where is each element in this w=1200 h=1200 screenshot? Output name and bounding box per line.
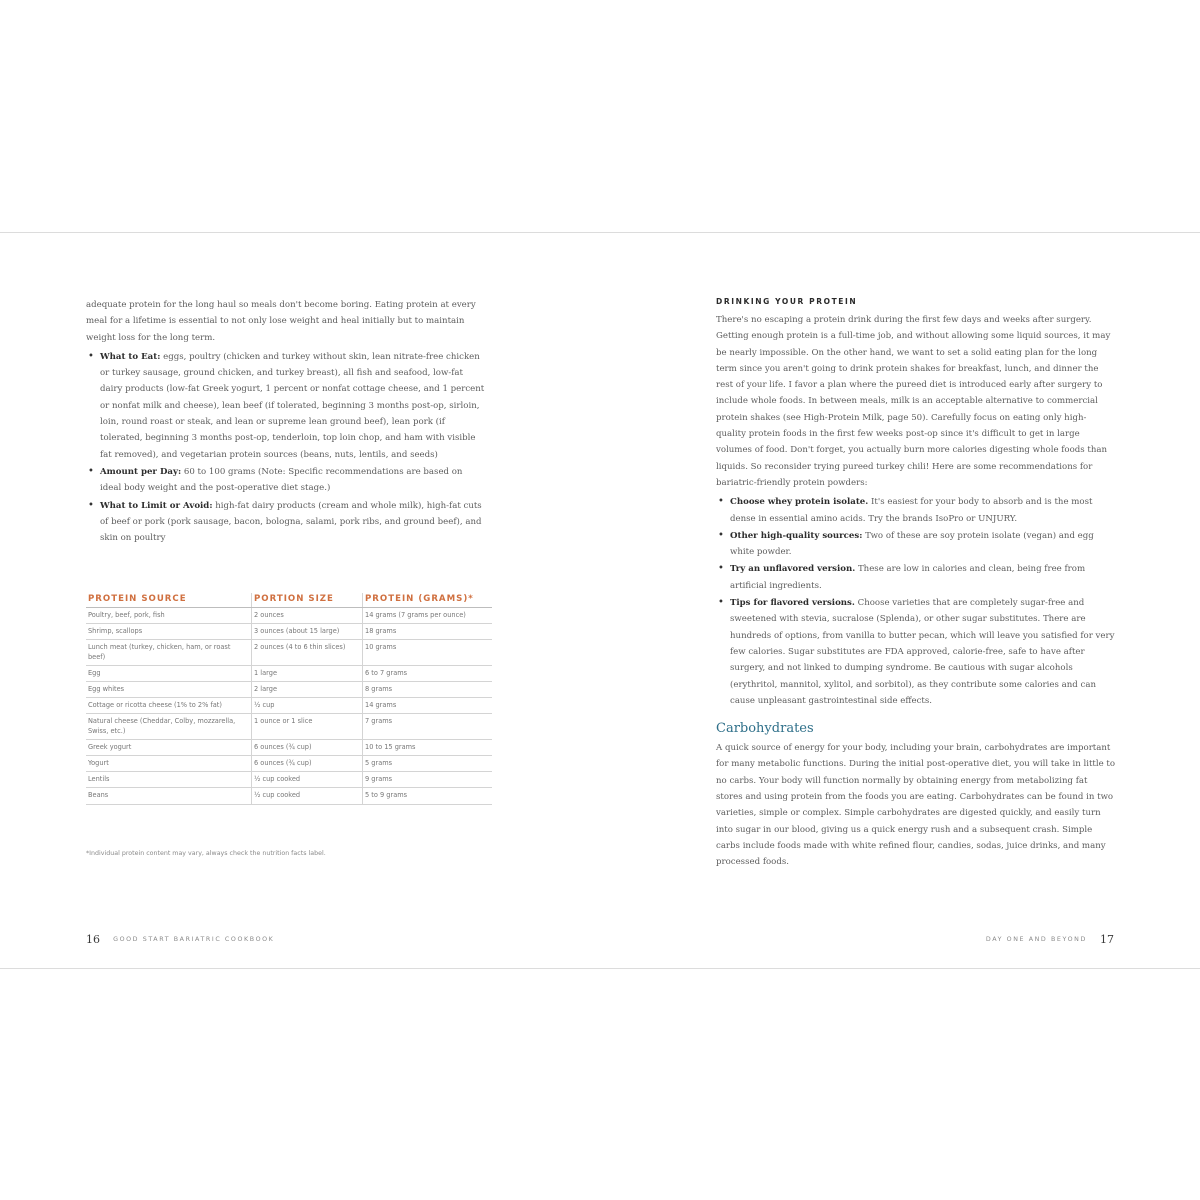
table-row [86, 714, 492, 739]
header-portion-size: PORTION SIZE [252, 593, 363, 608]
list-item-lead: What to Limit or Avoid: [100, 500, 213, 511]
cell-source: Lentils [86, 772, 252, 788]
cell-source: Yogurt [86, 756, 252, 772]
left-page [0, 233, 600, 968]
table-row [86, 640, 492, 665]
protein-table-body [86, 608, 492, 805]
cell-portion: 1 large [252, 665, 363, 681]
cell-protein: 14 grams (7 grams per ounce) [363, 608, 493, 624]
table-row [86, 772, 492, 788]
cell-protein: 10 to 15 grams [363, 739, 493, 755]
cell-portion: 6 ounces (¾ cup) [252, 739, 363, 755]
list-item [716, 561, 1116, 594]
cell-portion: ½ cup [252, 698, 363, 714]
cell-portion: ½ cup cooked [252, 788, 363, 804]
cell-protein: 18 grams [363, 624, 493, 640]
table-footnote: *Individual protein content may vary, always check the nutrition facts label. [86, 850, 326, 857]
header-protein-source: PROTEIN SOURCE [86, 593, 252, 608]
protein-powder-tips-list [716, 494, 1116, 709]
list-item [86, 498, 486, 547]
list-item-lead: Choose whey protein isolate. [730, 497, 869, 508]
list-item-lead: Other high-quality sources: [730, 530, 863, 541]
list-item-lead: Try an unflavored version. [730, 564, 856, 575]
cell-source: Natural cheese (Cheddar, Colby, mozzarella, Swiss, etc.) [86, 714, 252, 739]
list-item-text: Two of these are soy protein isolate (vegan) and egg white powder. [730, 530, 1094, 558]
page-number: 17 [1100, 933, 1114, 946]
cell-portion: ½ cup cooked [252, 772, 363, 788]
protein-table [86, 593, 492, 805]
right-folio [978, 929, 1114, 948]
list-item [716, 528, 1116, 561]
cell-protein: 7 grams [363, 714, 493, 739]
list-item [716, 595, 1116, 709]
intro-paragraph: adequate protein for the long haul so meals don't become boring. Eating protein at every meal for a lifetime is essential to not only lose weight and heal initially but to maintain weight loss for the long term. [86, 300, 476, 343]
cell-source: Egg whites [86, 682, 252, 698]
list-item-lead: Tips for flavored versions. [730, 598, 855, 609]
left-text-column [86, 297, 486, 547]
cell-source: Beans [86, 788, 252, 804]
cell-source: Poultry, beef, pork, fish [86, 608, 252, 624]
list-item-text: 60 to 100 grams (Note: Specific recommendations are based on ideal body weight and the post-operative diet stage.) [100, 466, 463, 494]
page-number: 16 [86, 933, 100, 946]
cell-protein: 5 grams [363, 756, 493, 772]
running-head: DAY ONE AND BEYOND [985, 936, 1087, 943]
cell-source: Cottage or ricotta cheese (1% to 2% fat) [86, 698, 252, 714]
table-row [86, 739, 492, 755]
cell-protein: 5 to 9 grams [363, 788, 493, 804]
carbohydrates-heading: Carbohydrates [716, 721, 814, 737]
cell-source: Egg [86, 665, 252, 681]
carbohydrates-paragraph: A quick source of energy for your body, including your brain, carbohydrates are important for many metabolic functions. During the initial post-operative diet, you will take in little to no carbs. Your body will function normally by obtaining energy from metabolizing fat stores and using protein from the foods you are eating. Carbohydrates can be found in two varieties, simple or complex. Simple carbohydrates are digested quickly, and easily turn into sugar in our blood, giving us a quick energy rush and a subsequent crash. Simple carbs include foods made with white refined flour, candies, sodas, juice drinks, and many processed foods. [716, 743, 1116, 868]
cell-protein: 6 to 7 grams [363, 665, 493, 681]
table-row [86, 665, 492, 681]
cell-portion: 2 ounces [252, 608, 363, 624]
cell-source: Lunch meat (turkey, chicken, ham, or roast beef) [86, 640, 252, 665]
list-item-text: It's easiest for your body to absorb and is the most dense in essential amino acids. Try the brands IsoPro or UNJURY. [730, 497, 1093, 524]
book-spread [0, 232, 1200, 969]
cell-source: Greek yogurt [86, 739, 252, 755]
running-head: GOOD START BARIATRIC COOKBOOK [113, 936, 275, 943]
right-text-column [716, 297, 1116, 871]
list-item-text: These are low in calories and clean, being free from artificial ingredients. [730, 564, 1086, 591]
list-item-text: Choose varieties that are completely sugar-free and sweetened with stevia, sucralose (Splenda), or other sugar substitutes. There are hundreds of options, from vanilla to butter pecan, which will leave you satisfied for very few calories. Sugar substitutes are FDA approved, calorie-free, safe to have after surgery, and not linked to dumping syndrome. Be cautious with sugar alcohols (erythritol, mannitol, xylitol, and sorbitol), as they contribute some calories and can cause unpleasant gastrointestinal side effects. [730, 598, 1115, 706]
table-row [86, 624, 492, 640]
list-item [86, 349, 486, 463]
table-row [86, 682, 492, 698]
cell-portion: 2 large [252, 682, 363, 698]
cell-source: Shrimp, scallops [86, 624, 252, 640]
right-page [600, 233, 1200, 968]
cell-protein: 10 grams [363, 640, 493, 665]
list-item [86, 464, 486, 497]
table-row [86, 788, 492, 804]
section-eyebrow: DRINKING YOUR PROTEIN [716, 297, 858, 306]
header-protein-grams: PROTEIN (GRAMS)* [363, 593, 493, 608]
list-item-text: eggs, poultry (chicken and turkey without skin, lean nitrate-free chicken or turkey sausage, ground chicken, and turkey breast), all fish and seafood, low-fat dairy products (low-fat Greek yogurt, 1 percent or nonfat cottage cheese, and 1 percent or nonfat milk and cheese), lean beef (if tolerated, beginning 3 months post-op, sirloin, loin, round roast or steak, and lean or supreme lean ground beef), lean pork (if tolerated, beginning 3 months post-op, tenderloin, top loin chop, and ham with visible fat removed), and vegetarian protein sources (beans, nuts, lentils, and seeds) [100, 351, 485, 460]
table-header-row [86, 593, 492, 608]
cell-protein: 14 grams [363, 698, 493, 714]
list-item-lead: Amount per Day: [100, 466, 182, 477]
list-item-text: high-fat dairy products (cream and whole milk), high-fat cuts of beef or pork (pork sausage, bacon, bologna, salami, pork ribs, and ground beef), and skin on poultry [100, 500, 482, 544]
protein-guidelines-list [86, 349, 486, 547]
cell-protein: 8 grams [363, 682, 493, 698]
list-item-lead: What to Eat: [100, 351, 161, 362]
table-row [86, 756, 492, 772]
cell-portion: 3 ounces (about 15 large) [252, 624, 363, 640]
table-row [86, 608, 492, 624]
protein-drink-paragraph: There's no escaping a protein drink during the first few days and weeks after surgery. Getting enough protein is a full-time job, and without allowing some liquid sources, it may be nearly impossible. On the other hand, we want to set a solid eating plan for the long term since you aren't going to drink protein shakes for breakfast, lunch, and dinner the rest of your life. I favor a plan where the pureed diet is introduced early after surgery to include whole foods. In between meals, milk is an acceptable alternative to commercial protein shakes (see High-Protein Milk, page 50). Carefully focus on eating only high-quality protein foods in the first few weeks post-op since it's difficult to get in large volumes of food. Don't forget, you actually burn more calories digesting whole foods than liquids. So reconsider trying pureed turkey chili! Here are some recommendations for bariatric-friendly protein powders: [716, 315, 1111, 488]
cell-portion: 1 ounce or 1 slice [252, 714, 363, 739]
list-item [716, 494, 1116, 527]
cell-portion: 6 ounces (¾ cup) [252, 756, 363, 772]
cell-portion: 2 ounces (4 to 6 thin slices) [252, 640, 363, 665]
table-row [86, 698, 492, 714]
cell-protein: 9 grams [363, 772, 493, 788]
left-folio [86, 929, 282, 948]
